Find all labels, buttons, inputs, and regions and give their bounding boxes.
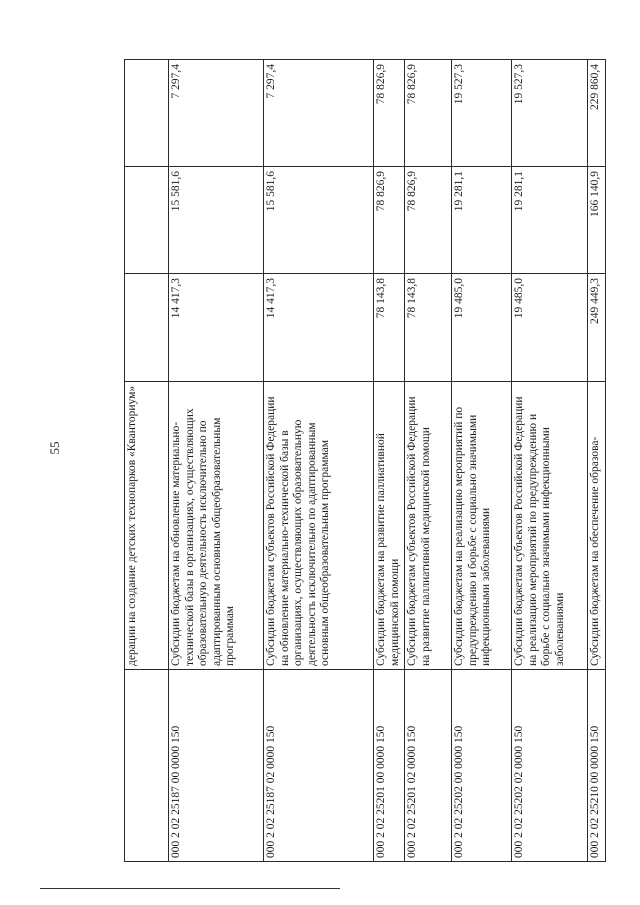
value-cell-3 — [125, 60, 169, 167]
table-row — [452, 60, 512, 862]
value-cell-3: 78 826,9 — [405, 60, 452, 167]
value-cell-3: 7 297,4 — [264, 60, 374, 167]
value-cell-2: 19 281,1 — [512, 167, 588, 274]
code-cell: 000 2 02 25202 00 0000 150 — [452, 670, 512, 862]
name-cell: Субсидии бюджетам на обеспечение образова- — [588, 382, 606, 670]
name-cell: Субсидии бюджетам субъектов Российской Федерации на развитие паллиативной медицинской помощи — [405, 382, 452, 670]
table-row — [374, 60, 405, 862]
name-cell: Субсидии бюджетам на реализацию мероприятий по предупреждению и борьбе с социально значимыми инфекционными заболеваниями — [452, 382, 512, 670]
value-cell-3: 19 527,3 — [512, 60, 588, 167]
value-cell-2 — [125, 167, 169, 274]
table-row — [264, 60, 374, 862]
value-cell-1: 14 417,3 — [264, 274, 374, 382]
value-cell-1: 19 485,0 — [452, 274, 512, 382]
value-cell-2: 15 581,6 — [169, 167, 264, 274]
code-cell: 000 2 02 25202 02 0000 150 — [512, 670, 588, 862]
table-row — [405, 60, 452, 862]
value-cell-3: 7 297,4 — [169, 60, 264, 167]
page-number: 55 — [47, 441, 62, 455]
value-cell-3: 19 527,3 — [452, 60, 512, 167]
value-cell-1: 14 417,3 — [169, 274, 264, 382]
value-cell-1: 78 143,8 — [374, 274, 405, 382]
name-cell: Субсидии бюджетам субъектов Российской Федерации на обновление материально-технической базы в организациях, осуществляющих образовательную деятельность исключительно по адаптированным основным общеобразовательным программам — [264, 382, 374, 670]
code-cell: 000 2 02 25187 02 0000 150 — [264, 670, 374, 862]
footnote-rule — [40, 888, 340, 889]
code-cell: 000 2 02 25210 00 0000 150 — [588, 670, 606, 862]
value-cell-1: 19 485,0 — [512, 274, 588, 382]
code-cell: 000 2 02 25201 00 0000 150 — [374, 670, 405, 862]
value-cell-2: 78 826,9 — [374, 167, 405, 274]
name-cell: дерации на создание детских технопарков «Кванториум» — [125, 382, 169, 670]
budget-table — [124, 59, 606, 862]
name-cell: Субсидии бюджетам на развитие паллиативной медицинской помощи — [374, 382, 405, 670]
value-cell-3: 229 860,4 — [588, 60, 606, 167]
value-cell-2: 166 140,9 — [588, 167, 606, 274]
value-cell-1: 78 143,8 — [405, 274, 452, 382]
table-row — [512, 60, 588, 862]
code-cell: 000 2 02 25187 00 0000 150 — [169, 670, 264, 862]
name-cell: Субсидии бюджетам на обновление материально-технической базы в организациях, осуществляющих образовательную деятельность исключительно по адаптированным основным общеобразовательным программам — [169, 382, 264, 670]
value-cell-2: 78 826,9 — [405, 167, 452, 274]
value-cell-3: 78 826,9 — [374, 60, 405, 167]
table-row — [125, 60, 169, 862]
value-cell-1: 249 449,3 — [588, 274, 606, 382]
table-row — [169, 60, 264, 862]
name-cell: Субсидии бюджетам субъектов Российской Федерации на реализацию мероприятий по предупреждению и борьбе с социально значимыми инфекционными заболеваниями — [512, 382, 588, 670]
rotated-table-container — [124, 60, 602, 862]
value-cell-2: 19 281,1 — [452, 167, 512, 274]
value-cell-2: 15 581,6 — [264, 167, 374, 274]
value-cell-1 — [125, 274, 169, 382]
table-row — [588, 60, 606, 862]
code-cell — [125, 670, 169, 862]
code-cell: 000 2 02 25201 02 0000 150 — [405, 670, 452, 862]
